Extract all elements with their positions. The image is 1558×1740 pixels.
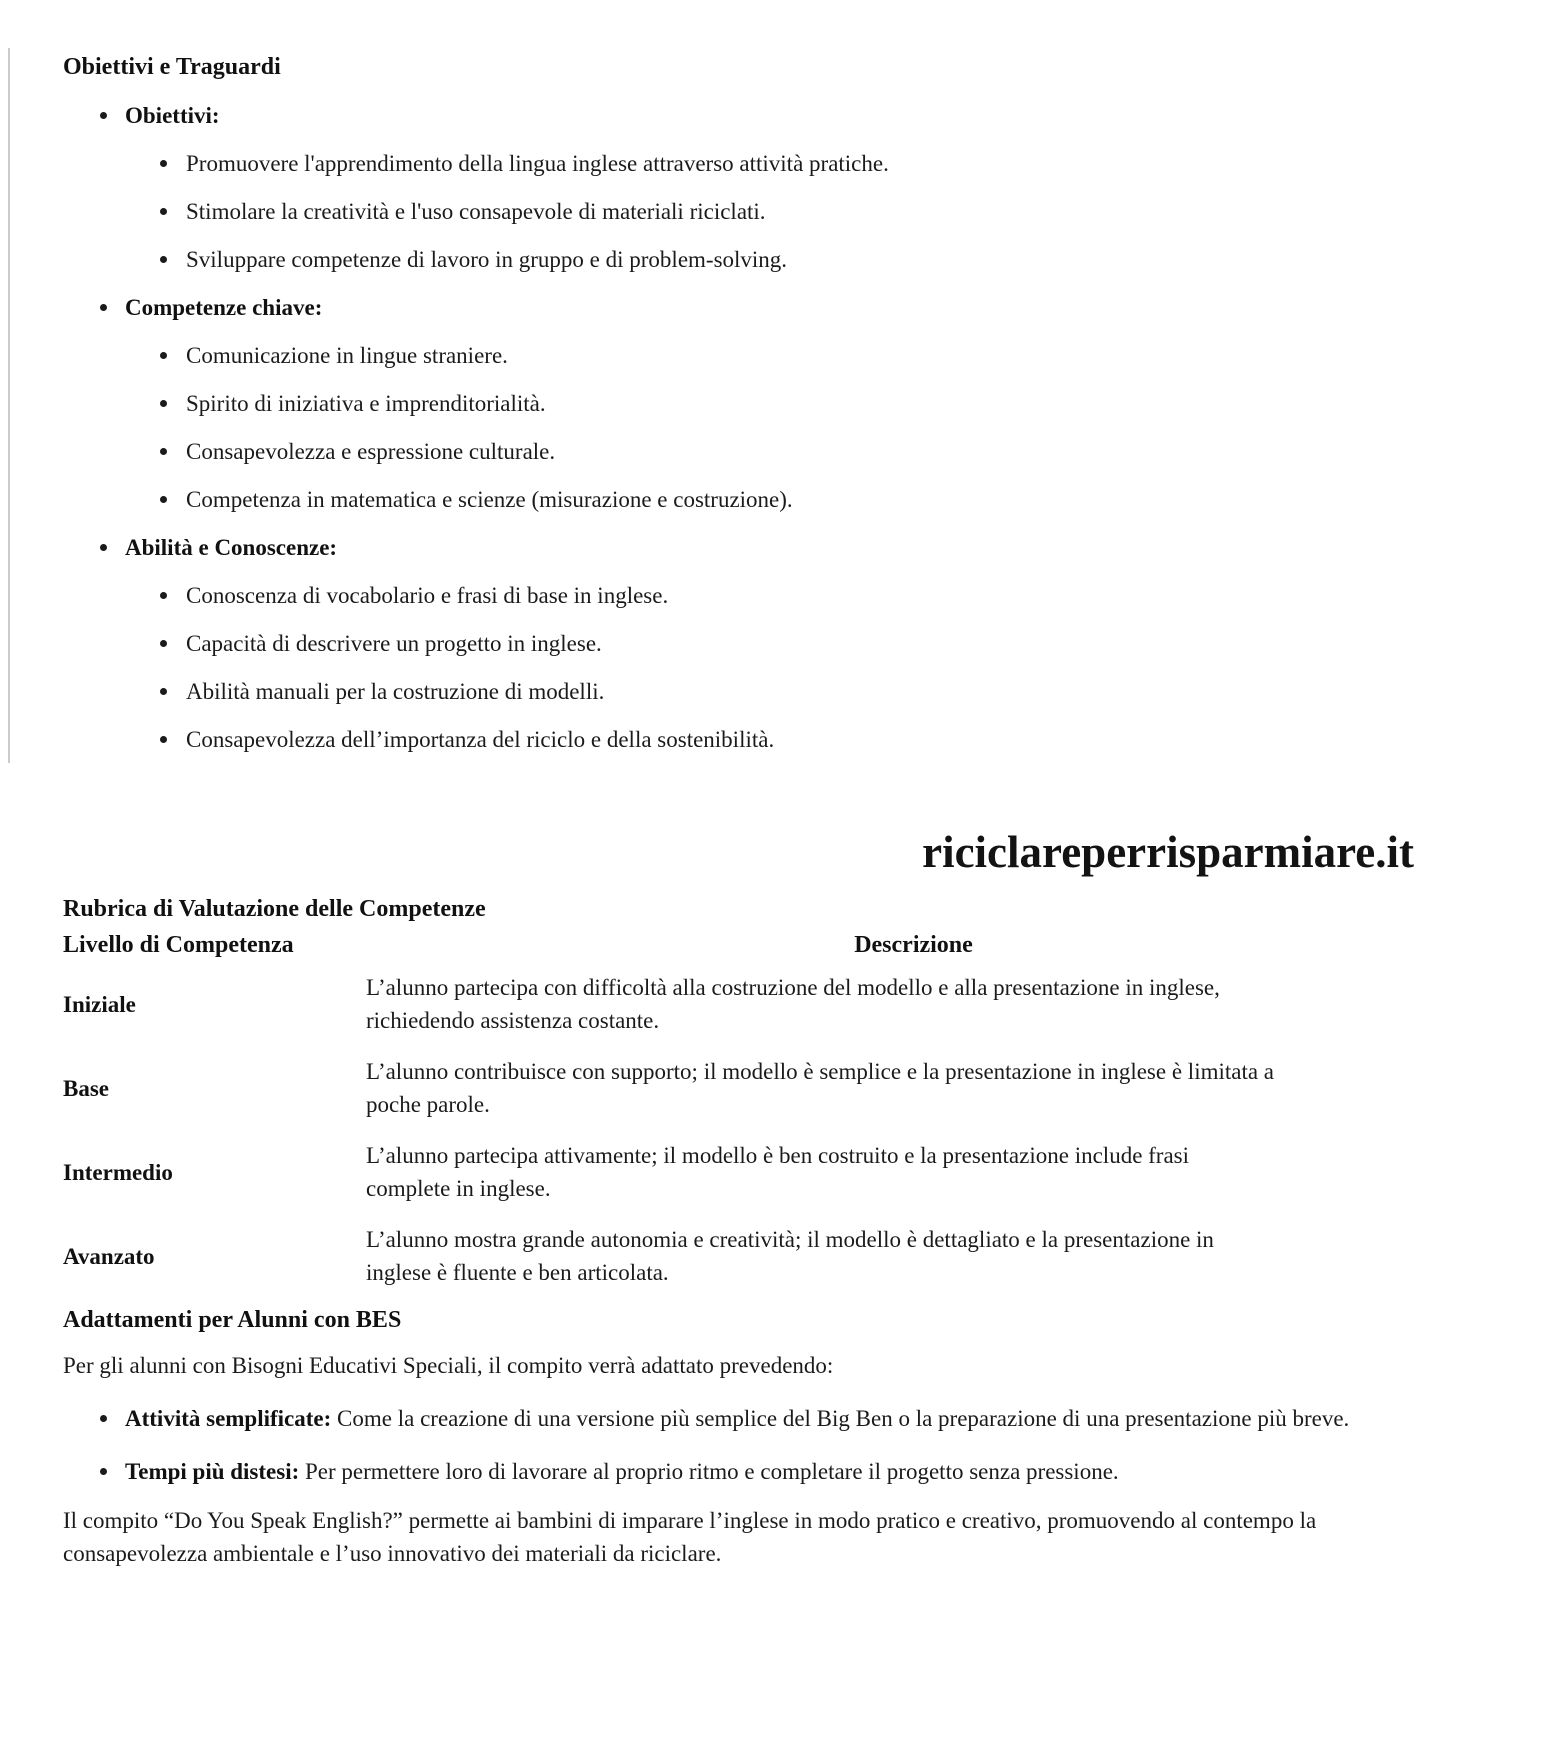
- description-line: L’alunno partecipa con difficoltà alla costruzione del modello e alla presentazione in inglese,: [366, 975, 1220, 1000]
- list-item-text: Promuovere l'apprendimento della lingua inglese attraverso attività pratiche.: [186, 151, 889, 176]
- bullet-icon: [160, 592, 167, 599]
- description-line: L’alunno mostra grande autonomia e creatività; il modello è dettagliato e la presentazione in: [366, 1227, 1214, 1252]
- item-label: Tempi più distesi:: [125, 1459, 300, 1484]
- list-item: [63, 387, 1490, 420]
- column-header-descrizione: Descrizione: [854, 932, 973, 958]
- section-title-obiettivi-e-traguardi: Obiettivi e Traguardi: [63, 54, 281, 80]
- description-cell: [366, 1051, 1461, 1135]
- list-item: [63, 627, 1490, 660]
- description-line: L’alunno contribuisce con supporto; il modello è semplice e la presentazione in inglese è limitata a: [366, 1059, 1275, 1084]
- list-item: [63, 483, 1490, 516]
- table-row-intermedio: [63, 1135, 1461, 1219]
- list-item-text: Spirito di iniziativa e imprenditorialità.: [186, 391, 546, 416]
- bullet-icon: [160, 256, 167, 263]
- item-text: Come la creazione di una versione più semplice del Big Ben o la preparazione di una presentazione più breve.: [337, 1406, 1350, 1431]
- column-header-livello: Livello di Competenza: [63, 932, 294, 958]
- bullet-icon: [160, 640, 167, 647]
- list-item: [63, 675, 1490, 708]
- list-item-text: Capacità di descrivere un progetto in inglese.: [186, 631, 602, 656]
- section-title-rubrica: Rubrica di Valutazione delle Competenze: [63, 896, 486, 922]
- list-item-text: Conoscenza di vocabolario e frasi di base in inglese.: [186, 583, 669, 608]
- group-label: Abilità e Conoscenze:: [125, 535, 338, 560]
- list-item-text: Competenza in matematica e scienze (misurazione e costruzione).: [186, 487, 793, 512]
- bes-intro-paragraph: Per gli alunni con Bisogni Educativi Speciali, il compito verrà adattato prevedendo:: [63, 1353, 834, 1378]
- list-item-group-abilita-e-conoscenze: [63, 531, 1490, 564]
- bullet-icon: [160, 496, 167, 503]
- bullet-icon: [100, 1415, 107, 1422]
- list-item-text: Consapevolezza dell’importanza del riciclo e della sostenibilità.: [186, 727, 775, 752]
- rubric-header-row: [63, 929, 1461, 967]
- description-line: inglese è fluente e ben articolata.: [366, 1260, 669, 1285]
- description-cell: [366, 1219, 1461, 1303]
- list-item-text: Abilità manuali per la costruzione di modelli.: [186, 679, 605, 704]
- list-item: [63, 579, 1490, 612]
- objectives-list: [63, 99, 1490, 756]
- group-label: Competenze chiave:: [125, 295, 323, 320]
- list-item: [63, 339, 1490, 372]
- site-watermark: riciclareperrisparmiare.it: [922, 827, 1414, 877]
- bullet-icon: [100, 112, 107, 119]
- bullet-icon: [160, 160, 167, 167]
- description-line: complete in inglese.: [366, 1176, 551, 1201]
- rubric-table: [63, 929, 1461, 1303]
- scan-artifact-line: [8, 48, 10, 763]
- bullet-icon: [160, 352, 167, 359]
- list-item-group-obiettivi: [63, 99, 1490, 132]
- description-line: L’alunno partecipa attivamente; il modello è ben costruito e la presentazione include frasi: [366, 1143, 1190, 1168]
- bullet-icon: [100, 304, 107, 311]
- bullet-icon: [160, 208, 167, 215]
- description-line: richiedendo assistenza costante.: [366, 1008, 660, 1033]
- level-cell: Intermedio: [63, 1159, 173, 1185]
- bullet-icon: [160, 448, 167, 455]
- bullet-icon: [100, 1468, 107, 1475]
- closing-paragraph: Il compito “Do You Speak English?” permette ai bambini di imparare l’inglese in modo pratico e creativo, promuovendo al contempo la consapevolezza ambientale e l’uso innovativo dei materiali da riciclare.: [63, 1508, 1317, 1566]
- level-cell: Avanzato: [63, 1243, 155, 1269]
- description-cell: [366, 1135, 1461, 1219]
- bullet-icon: [160, 400, 167, 407]
- table-row-avanzato: [63, 1219, 1461, 1303]
- item-text: Per permettere loro di lavorare al proprio ritmo e completare il progetto senza pressione.: [305, 1459, 1119, 1484]
- list-item: [63, 195, 1490, 228]
- list-item-text: Sviluppare competenze di lavoro in gruppo e di problem-solving.: [186, 247, 788, 272]
- list-item-text: Stimolare la creatività e l'uso consapevole di materiali riciclati.: [186, 199, 766, 224]
- group-label: Obiettivi:: [125, 103, 220, 128]
- description-line: poche parole.: [366, 1092, 490, 1117]
- list-item-attivita-semplificate: [63, 1402, 1465, 1435]
- bullet-icon: [160, 688, 167, 695]
- list-item: [63, 435, 1490, 468]
- list-item-tempi-piu-distesi: [63, 1455, 1465, 1488]
- level-cell: Base: [63, 1075, 109, 1101]
- description-cell: [366, 967, 1461, 1051]
- bullet-icon: [100, 544, 107, 551]
- list-item-group-competenze-chiave: [63, 291, 1490, 324]
- table-row-base: [63, 1051, 1461, 1135]
- item-label: Attività semplificate:: [125, 1406, 332, 1431]
- section-title-adattamenti-bes: Adattamenti per Alunni con BES: [63, 1307, 402, 1333]
- bullet-icon: [160, 736, 167, 743]
- list-item: [63, 723, 1490, 756]
- list-item-text: Consapevolezza e espressione culturale.: [186, 439, 556, 464]
- list-item: [63, 243, 1490, 276]
- bes-list: [63, 1402, 1490, 1488]
- level-cell: Iniziale: [63, 991, 136, 1017]
- list-item-text: Comunicazione in lingue straniere.: [186, 343, 508, 368]
- list-item: [63, 147, 1490, 180]
- table-row-iniziale: [63, 967, 1461, 1051]
